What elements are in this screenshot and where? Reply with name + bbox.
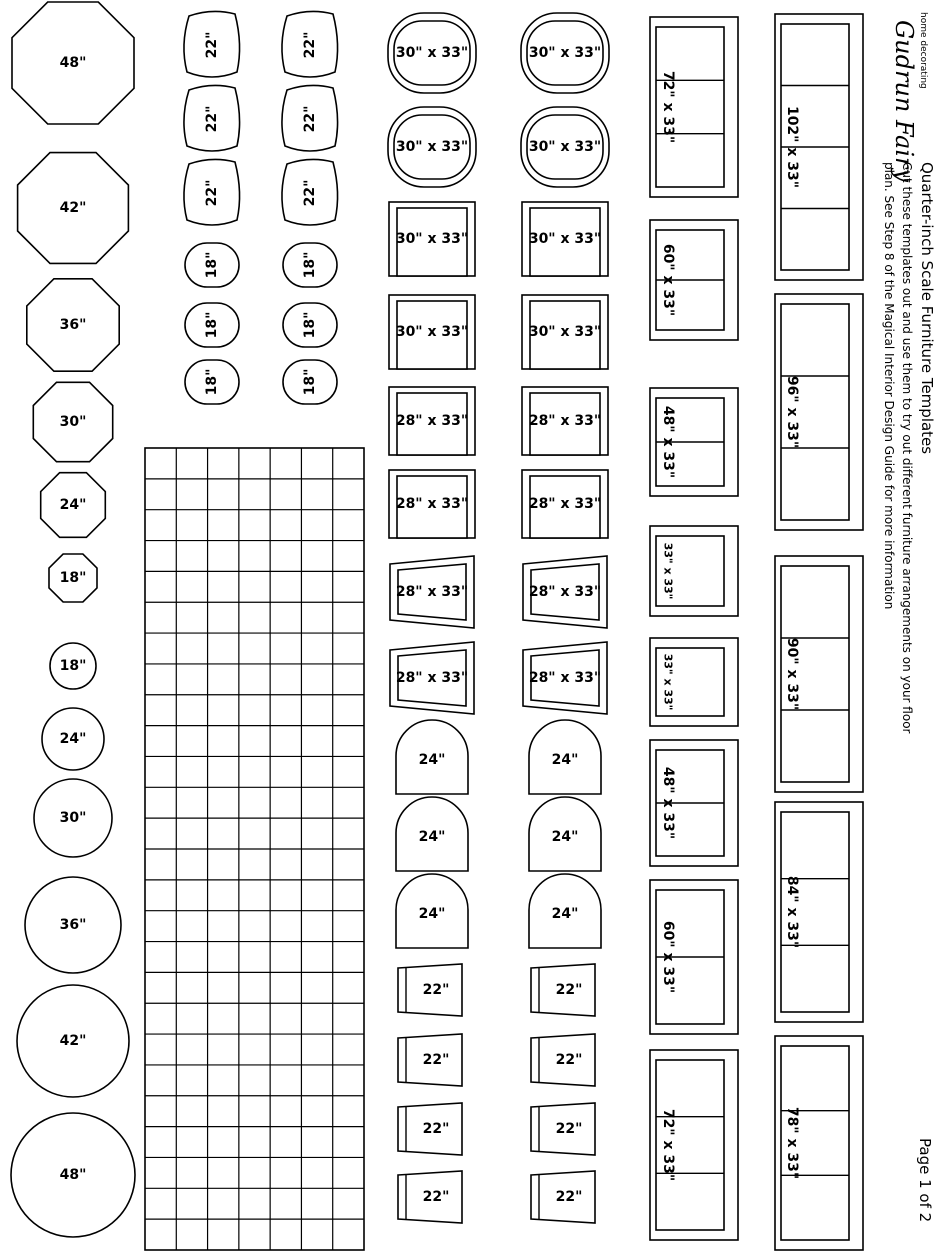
size-label: 22" [204, 179, 220, 207]
size-label: 24" [418, 752, 446, 768]
size-label: 18" [59, 570, 87, 586]
instructions: Cut these templates out and use them to try out different furniture arrangements on your floor plan. See Step 8 of the Magical Interior Design Guide for more information [882, 162, 914, 734]
page-number: Page 1 of 2 [916, 1138, 934, 1223]
size-label: 96" x 33" [784, 375, 800, 449]
size-label: 30" x 33" [528, 231, 602, 247]
size-label: 36" [59, 917, 87, 933]
size-label: 90" x 33" [784, 637, 800, 711]
size-label: 60" x 33" [660, 243, 676, 317]
size-label: 60" x 33" [660, 920, 676, 994]
size-label: 72" x 33" [660, 1108, 676, 1182]
size-label: 30" [59, 810, 87, 826]
size-label: 22" [422, 1121, 450, 1137]
size-label: 30" x 33" [395, 324, 469, 340]
size-label: 22" [302, 105, 318, 133]
size-label: 36" [59, 317, 87, 333]
size-label: 24" [551, 906, 579, 922]
sofas-medium [650, 17, 738, 1240]
size-label: 22" [555, 1121, 583, 1137]
size-label: 22" [422, 1052, 450, 1068]
size-label: 72" x 33" [660, 70, 676, 144]
size-label: 30" [59, 414, 87, 430]
size-label: 18" [302, 311, 318, 339]
size-label: 30" x 33" [528, 324, 602, 340]
grid-paper [145, 448, 364, 1250]
size-label: 18" [204, 368, 220, 396]
size-label: 42" [59, 200, 87, 216]
size-label: 30" x 33" [528, 45, 602, 61]
size-label: 24" [418, 906, 446, 922]
size-label: 22" [302, 179, 318, 207]
size-label: 28" x 33" [528, 670, 602, 686]
size-label: 102" x 33" [784, 105, 800, 189]
size-label: 18" [59, 658, 87, 674]
size-label: 22" [302, 31, 318, 59]
size-label: 24" [418, 829, 446, 845]
size-label: 78" x 33" [784, 1106, 800, 1180]
chairs [388, 13, 609, 1223]
brand-tagline: home decorating [918, 12, 928, 89]
size-label: 22" [422, 982, 450, 998]
size-label: 28" x 33" [395, 413, 469, 429]
size-label: 30" x 33" [395, 45, 469, 61]
size-label: 18" [204, 311, 220, 339]
size-label: 22" [204, 31, 220, 59]
brand-logo: Gudrun Fairy [890, 20, 918, 183]
size-label: 28" x 33" [395, 670, 469, 686]
size-label: 30" x 33" [395, 139, 469, 155]
size-label: 24" [59, 731, 87, 747]
size-label: 18" [302, 368, 318, 396]
round-tables [11, 643, 135, 1237]
size-label: 48" [59, 55, 87, 71]
size-label: 28" x 33" [395, 496, 469, 512]
size-label: 33" x 33" [661, 653, 675, 711]
octagon-tables [12, 2, 134, 602]
size-label: 48" [59, 1167, 87, 1183]
size-label: 30" x 33" [395, 231, 469, 247]
size-label: 28" x 33" [528, 413, 602, 429]
stools [184, 11, 338, 404]
size-label: 24" [59, 497, 87, 513]
size-label: 28" x 33" [395, 584, 469, 600]
page-title: Quarter-inch Scale Furniture Templates [918, 162, 936, 455]
size-label: 22" [422, 1189, 450, 1205]
size-label: 28" x 33" [528, 496, 602, 512]
size-label: 30" x 33" [528, 139, 602, 155]
size-label: 24" [551, 752, 579, 768]
size-label: 48" x 33" [660, 766, 676, 840]
size-label: 22" [555, 1189, 583, 1205]
size-label: 48" x 33" [660, 405, 676, 479]
size-label: 28" x 33" [528, 584, 602, 600]
size-label: 24" [551, 829, 579, 845]
size-label: 22" [555, 982, 583, 998]
sofas-long [775, 14, 863, 1250]
size-label: 18" [204, 251, 220, 279]
size-label: 42" [59, 1033, 87, 1049]
size-label: 33" x 33" [661, 542, 675, 600]
size-label: 18" [302, 251, 318, 279]
size-label: 22" [555, 1052, 583, 1068]
size-label: 84" x 33" [784, 875, 800, 949]
size-label: 22" [204, 105, 220, 133]
